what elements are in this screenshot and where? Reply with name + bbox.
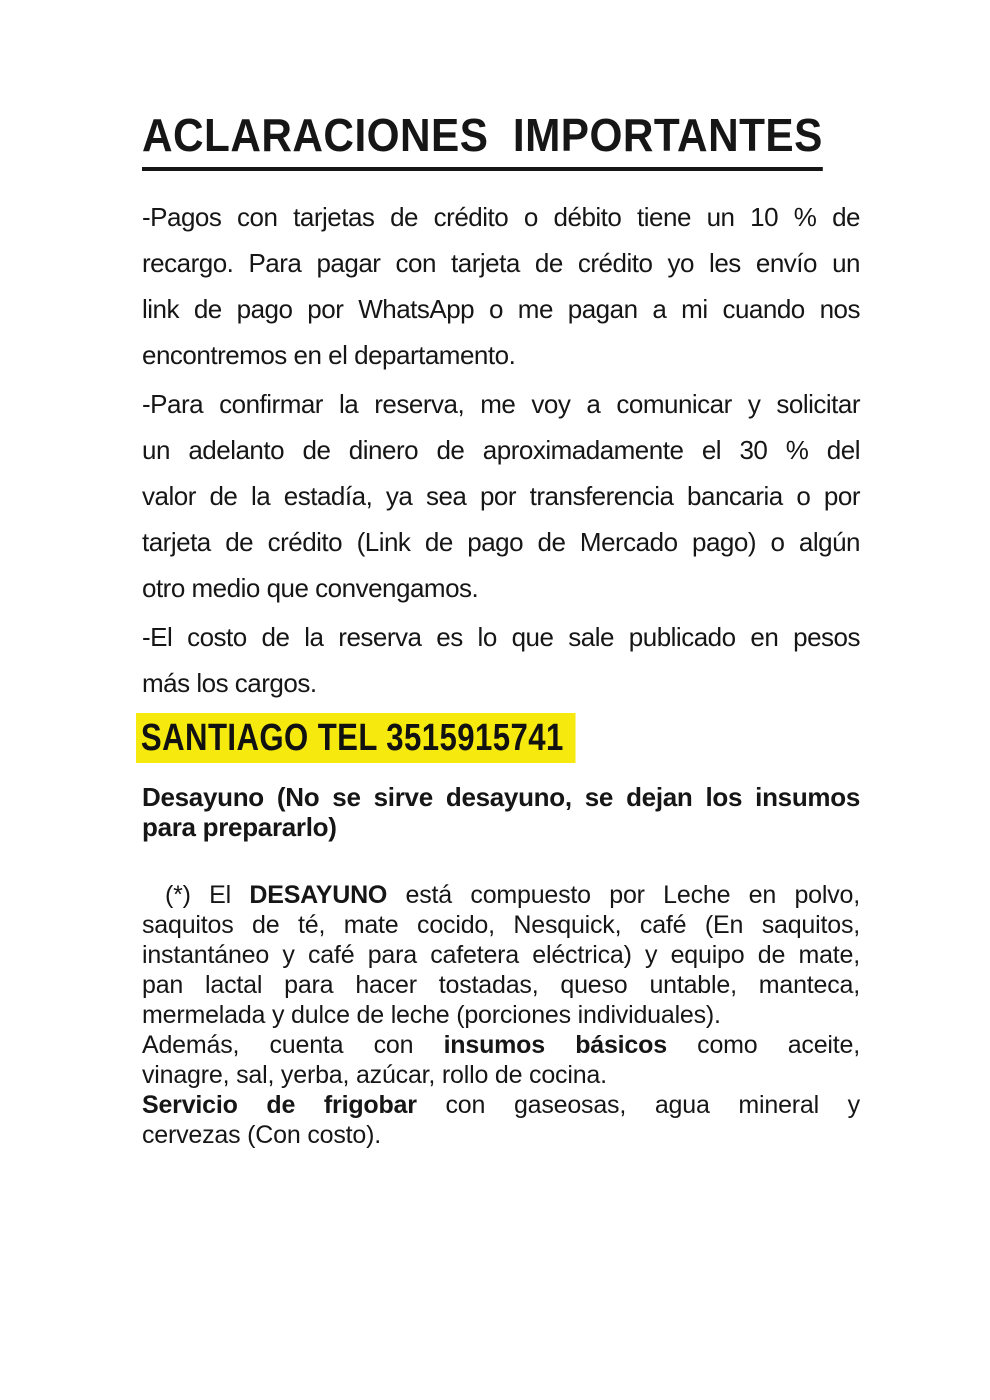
text-segment: Además, cuenta con <box>142 1031 444 1059</box>
paragraph-payment <box>142 194 860 378</box>
text-line: mermelada y dulce de leche (porciones individuales). <box>142 1001 721 1029</box>
paragraph-reservation <box>142 381 860 611</box>
text-line: -El costo de la reserva es lo que sale publicado en pesos <box>142 622 860 652</box>
bold-segment: Servicio de frigobar <box>142 1091 417 1119</box>
phone-highlight: SANTIAGO TEL 3515915741 <box>136 713 575 763</box>
breakfast-heading <box>142 782 860 842</box>
text-line: un adelanto de dinero de aproximadamente el 30 % del <box>142 435 860 465</box>
text-segment: (*) El <box>165 881 250 909</box>
text-line: encontremos en el departamento. <box>142 340 516 370</box>
text-line: valor de la estadía, ya sea por transferencia bancaria o por <box>142 481 860 511</box>
text-line <box>142 880 860 910</box>
text-line: más los cargos. <box>142 668 317 698</box>
text-line <box>142 1030 860 1060</box>
bold-segment: DESAYUNO <box>249 881 388 909</box>
text-line: pan lactal para hacer tostadas, queso untable, manteca, <box>142 971 860 999</box>
page-title <box>142 109 860 171</box>
paragraph-breakfast-composition <box>142 880 860 1030</box>
text-line: recargo. Para pagar con tarjeta de crédito yo les envío un <box>142 248 860 278</box>
text-line: tarjeta de crédito (Link de pago de Mercado pago) o algún <box>142 527 860 557</box>
text-line: otro medio que convengamos. <box>142 573 479 603</box>
text-line: instantáneo y café para cafetera eléctrica) y equipo de mate, <box>142 941 860 969</box>
text-line: saquitos de té, mate cocido, Nesquick, café (En saquitos, <box>142 911 860 939</box>
text-line: vinagre, sal, yerba, azúcar, rollo de cocina. <box>142 1061 607 1089</box>
text-line: Desayuno (No se sirve desayuno, se dejan los insumos <box>142 782 860 812</box>
text-line: para prepararlo) <box>142 812 337 842</box>
contact-row <box>142 713 860 763</box>
text-segment: con gaseosas, agua mineral y <box>416 1091 860 1119</box>
text-line: link de pago por WhatsApp o me pagan a mi cuando nos <box>142 294 860 324</box>
text-segment: como aceite, <box>666 1031 860 1059</box>
text-line: -Pagos con tarjetas de crédito o débito tiene un 10 % de <box>142 202 860 232</box>
paragraph-cost <box>142 614 860 706</box>
text-segment: está compuesto por Leche en polvo, <box>387 881 860 909</box>
text-line: cervezas (Con costo). <box>142 1121 381 1149</box>
text-line: -Para confirmar la reserva, me voy a comunicar y solicitar <box>142 389 860 419</box>
paragraph-supplies <box>142 1030 860 1090</box>
bold-segment: insumos básicos <box>443 1031 667 1059</box>
paragraph-frigobar <box>142 1090 860 1150</box>
text-line <box>142 1090 860 1120</box>
page-title-text: ACLARACIONES IMPORTANTES <box>142 112 823 171</box>
